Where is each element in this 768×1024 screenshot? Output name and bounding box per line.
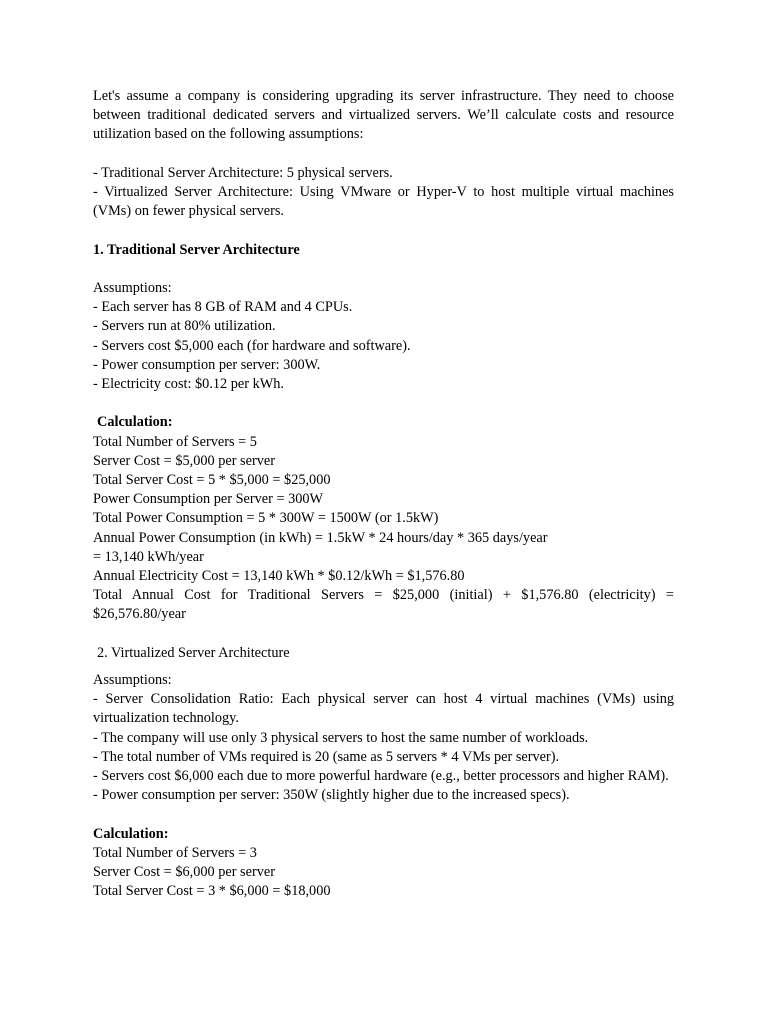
- list-item: - Servers cost $5,000 each (for hardware and software).: [93, 337, 411, 354]
- calculation-line: Total Number of Servers = 5: [93, 433, 257, 450]
- assumptions-label: Assumptions:: [93, 279, 172, 296]
- calculation-line: Total Number of Servers = 3: [93, 844, 257, 861]
- list-item: - The company will use only 3 physical servers to host the same number of workloads.: [93, 729, 589, 746]
- calculation-line: = 13,140 kWh/year: [93, 548, 204, 565]
- architecture-option-traditional: - Traditional Server Architecture: 5 physical servers.: [93, 164, 393, 181]
- architecture-option-virtualized: - Virtualized Server Architecture: Using VMware or Hyper-V to host multiple virtual machines (VMs) on fewer physical servers.: [93, 184, 674, 220]
- section-heading-traditional: 1. Traditional Server Architecture: [93, 241, 300, 258]
- calculation-line: Annual Electricity Cost = 13,140 kWh * $0.12/kWh = $1,576.80: [93, 568, 465, 585]
- calculation-line: Total Power Consumption = 5 * 300W = 1500W (or 1.5kW): [93, 510, 439, 527]
- intro-paragraph: Let's assume a company is considering upgrading its server infrastructure. They need to choose between traditional dedicated servers and virtualized servers. We’ll calculate costs and resource utilization based on the following assumptions:: [93, 88, 674, 143]
- calculation-line: Total Server Cost = 5 * $5,000 = $25,000: [93, 472, 331, 488]
- document-page: [93, 87, 674, 901]
- calculation-label: Calculation:: [93, 825, 169, 842]
- list-item: - Servers cost $6,000 each due to more powerful hardware (e.g., better processors and higher RAM).: [93, 768, 669, 785]
- calculation-line: Power Consumption per Server = 300W: [93, 491, 324, 508]
- calculation-line: Server Cost = $6,000 per server: [93, 864, 275, 881]
- calculation-total: Total Annual Cost for Traditional Servers = $25,000 (initial) + $1,576.80 (electricity) = $26,576.80/year: [93, 587, 674, 623]
- calculation-line: Total Server Cost = 3 * $6,000 = $18,000: [93, 883, 331, 900]
- list-item: - The total number of VMs required is 20 (same as 5 servers * 4 VMs per server).: [93, 748, 560, 765]
- section-heading-virtualized: 2. Virtualized Server Architecture: [97, 644, 290, 661]
- calculation-line: Annual Power Consumption (in kWh) = 1.5kW * 24 hours/day * 365 days/year: [93, 529, 548, 546]
- list-item: - Power consumption per server: 300W.: [93, 356, 321, 373]
- list-item: - Power consumption per server: 350W (slightly higher due to the increased specs).: [93, 787, 570, 804]
- calculation-label: Calculation:: [97, 414, 173, 431]
- assumptions-label: Assumptions:: [93, 672, 172, 689]
- list-item: - Server Consolidation Ratio: Each physical server can host 4 virtual machines (VMs) using virtualization technology.: [93, 691, 674, 727]
- list-item: - Each server has 8 GB of RAM and 4 CPUs.: [93, 299, 353, 316]
- calculation-line: Server Cost = $5,000 per server: [93, 452, 275, 469]
- list-item: - Electricity cost: $0.12 per kWh.: [93, 376, 284, 392]
- list-item: - Servers run at 80% utilization.: [93, 318, 276, 335]
